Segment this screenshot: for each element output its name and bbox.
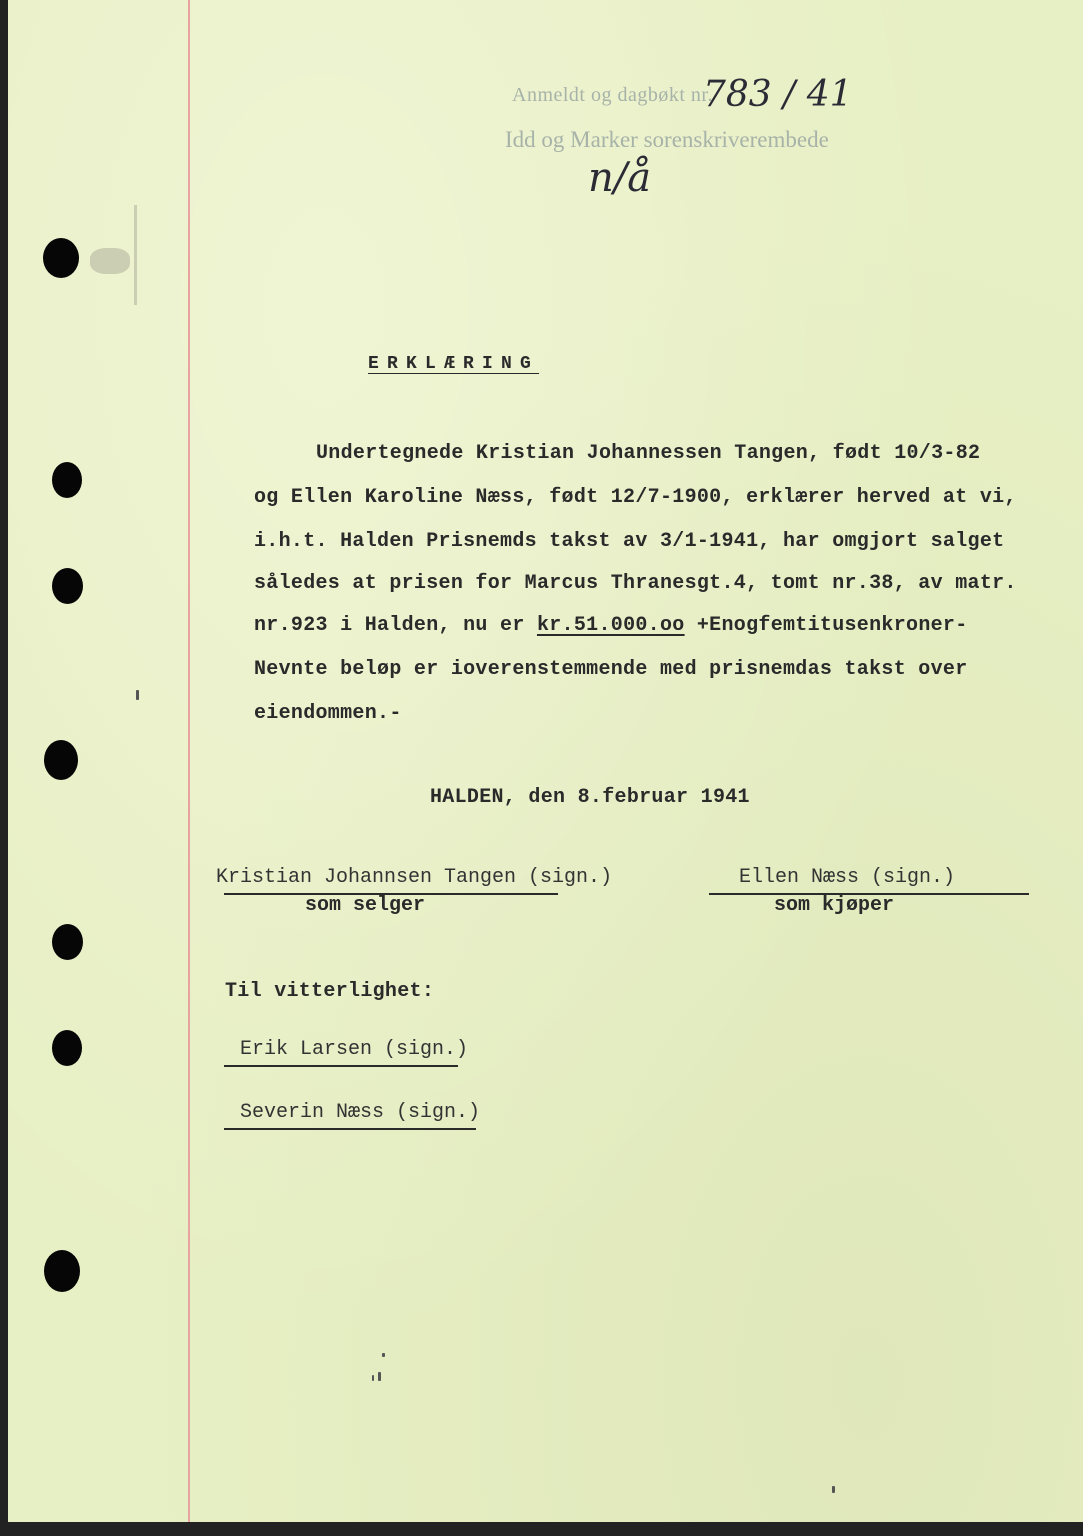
court-office-stamp: Idd og Marker sorenskriverembede: [505, 127, 829, 152]
paper-speck: [378, 1372, 381, 1381]
seller-signature: Kristian Johannsen Tangen (sign.): [216, 866, 613, 889]
body-line: i.h.t. Halden Prisnemds takst av 3/1-1941, har omgjort salget: [254, 530, 1005, 553]
price-amount: kr.51.000.oo: [536, 614, 685, 637]
body-line: Undertegnede Kristian Johannessen Tangen, født 10/3-82: [316, 442, 981, 465]
body-line: og Ellen Karoline Næss, født 12/7-1900, erklærer herved at vi,: [254, 486, 1017, 509]
paper-mark: [134, 205, 137, 305]
seller-role: som selger: [305, 894, 426, 917]
punch-hole: [52, 1030, 82, 1066]
place-date: HALDEN, den 8.februar 1941: [430, 786, 750, 809]
document-title: ERKLÆRING: [368, 354, 540, 374]
margin-line: [188, 0, 190, 1522]
scan-left-edge: [0, 0, 8, 1536]
paper-speck: [372, 1375, 374, 1381]
buyer-role: som kjøper: [774, 894, 895, 917]
punch-hole: [44, 1250, 80, 1292]
body-line: således at prisen for Marcus Thranesgt.4, tomt nr.38, av matr.: [254, 572, 1017, 595]
handwritten-initials: n/å: [588, 155, 652, 201]
punch-hole: [43, 238, 79, 278]
body-line: Nevnte beløp er ioverenstemmende med prisnemdas takst over: [254, 658, 968, 681]
witness-signature-line: [224, 1065, 458, 1067]
punch-hole: [52, 924, 83, 960]
body-line: eiendommen.-: [254, 702, 402, 725]
punch-hole: [44, 740, 78, 780]
witness-signature: Severin Næss (sign.): [240, 1101, 481, 1124]
handwritten-record-number: 783 / 41: [703, 74, 853, 115]
witness-signature: Erik Larsen (sign.): [240, 1038, 469, 1061]
body-line-amount: [254, 614, 968, 637]
paper-speck: [832, 1486, 835, 1493]
witness-heading: Til vitterlighet:: [225, 980, 435, 1003]
registry-stamp-line: Anmeldt og dagbøkt nr.: [512, 84, 713, 106]
punch-hole: [52, 568, 83, 604]
scan-bottom-edge: [0, 1522, 1083, 1536]
witness-signature-line: [224, 1128, 476, 1130]
paper-speck: [382, 1353, 385, 1357]
punch-hole: [52, 462, 82, 498]
price-in-words: +Enogfemtitusenkroner-: [684, 614, 968, 637]
body-line-text: nr.923 i Halden, nu er: [254, 614, 537, 637]
paper-speck: [136, 690, 139, 700]
paper-mark: [90, 248, 130, 274]
buyer-signature: Ellen Næss (sign.): [739, 866, 956, 889]
